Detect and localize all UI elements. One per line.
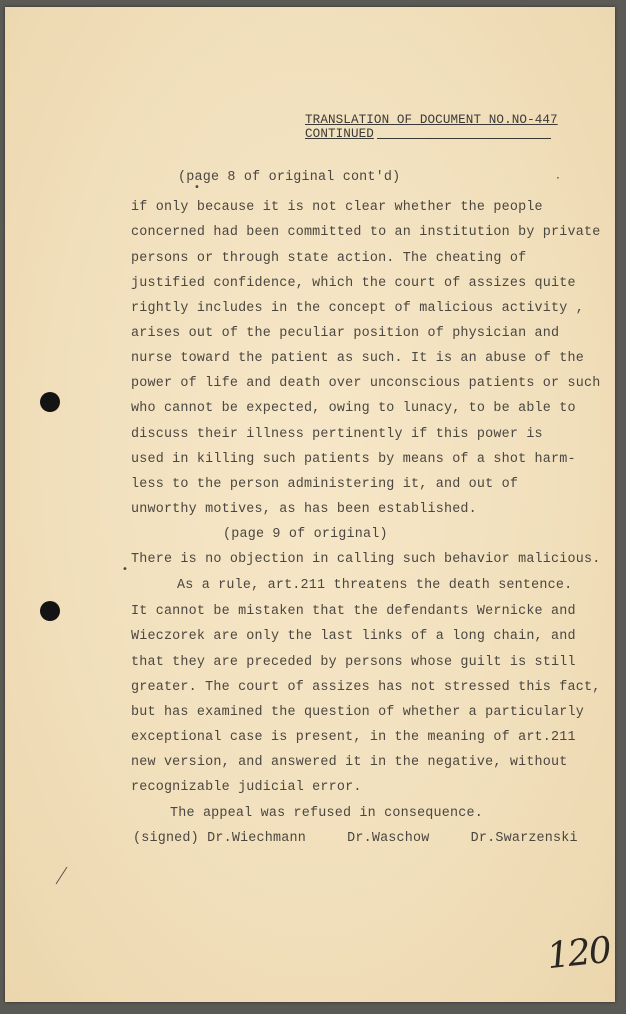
paragraph-line: recognizable judicial error.: [131, 780, 362, 795]
paragraph-line: that they are preceded by persons whose guilt is still: [131, 655, 576, 670]
paragraph-line: arises out of the peculiar position of physician and: [131, 326, 560, 341]
document-page: [5, 7, 615, 1002]
paragraph-line: but has examined the question of whether a particularly: [131, 705, 584, 720]
typewriter-mark: •: [122, 564, 128, 575]
pencil-mark: [55, 865, 69, 885]
punch-hole: [40, 601, 60, 621]
conclusion-line: The appeal was refused in consequence.: [170, 806, 483, 821]
paragraph-line: It cannot be mistaken that the defendants Wernicke and: [131, 604, 576, 619]
paragraph-line: exceptional case is present, in the meaning of art.211: [131, 730, 576, 745]
header-underline: [377, 138, 551, 139]
paragraph-line: power of life and death over unconscious patients or such: [131, 376, 601, 391]
paragraph-line: greater. The court of assizes has not stressed this fact,: [131, 680, 601, 695]
paragraph-line: rightly includes in the concept of malicious activity ,: [131, 301, 584, 316]
paragraph-line: justified confidence, which the court of assizes quite: [131, 276, 576, 291]
signature-line: (signed) Dr.Wiechmann Dr.Waschow Dr.Swarzenski: [133, 831, 578, 846]
paragraph-line: As a rule, art.211 threatens the death sentence.: [177, 578, 573, 593]
paragraph-line: new version, and answered it in the negative, without: [131, 755, 568, 770]
document-continued-label: CONTINUED: [305, 127, 374, 141]
paragraph-line: if only because it is not clear whether the people: [131, 200, 543, 215]
paragraph-line: less to the person administering it, and out of: [131, 477, 519, 492]
page-note-middle: (page 9 of original): [223, 527, 388, 542]
paragraph-line: nurse toward the patient as such. It is an abuse of the: [131, 351, 584, 366]
paragraph-line: used in killing such patients by means of a shot harm-: [131, 452, 576, 467]
page-note-top: (page 8 of original cont'd): [178, 170, 401, 185]
paragraph-line: Wieczorek are only the last links of a long chain, and: [131, 629, 576, 644]
paragraph-line: persons or through state action. The cheating of: [131, 251, 527, 266]
document-title: TRANSLATION OF DOCUMENT NO.NO-447: [305, 113, 558, 127]
paragraph-line: concerned had been committed to an institution by private: [131, 225, 601, 240]
punch-hole: [40, 392, 60, 412]
paragraph-line: who cannot be expected, owing to lunacy, to be able to: [131, 401, 576, 416]
handwritten-page-number: 120: [545, 929, 612, 978]
paragraph-line: discuss their illness pertinently if this power is: [131, 427, 543, 442]
paragraph-line: unworthy motives, as has been established.: [131, 502, 477, 517]
paragraph-line: There is no objection in calling such behavior malicious.: [131, 552, 601, 567]
typewriter-mark: •: [194, 182, 200, 193]
typewriter-mark: ·: [556, 171, 560, 185]
